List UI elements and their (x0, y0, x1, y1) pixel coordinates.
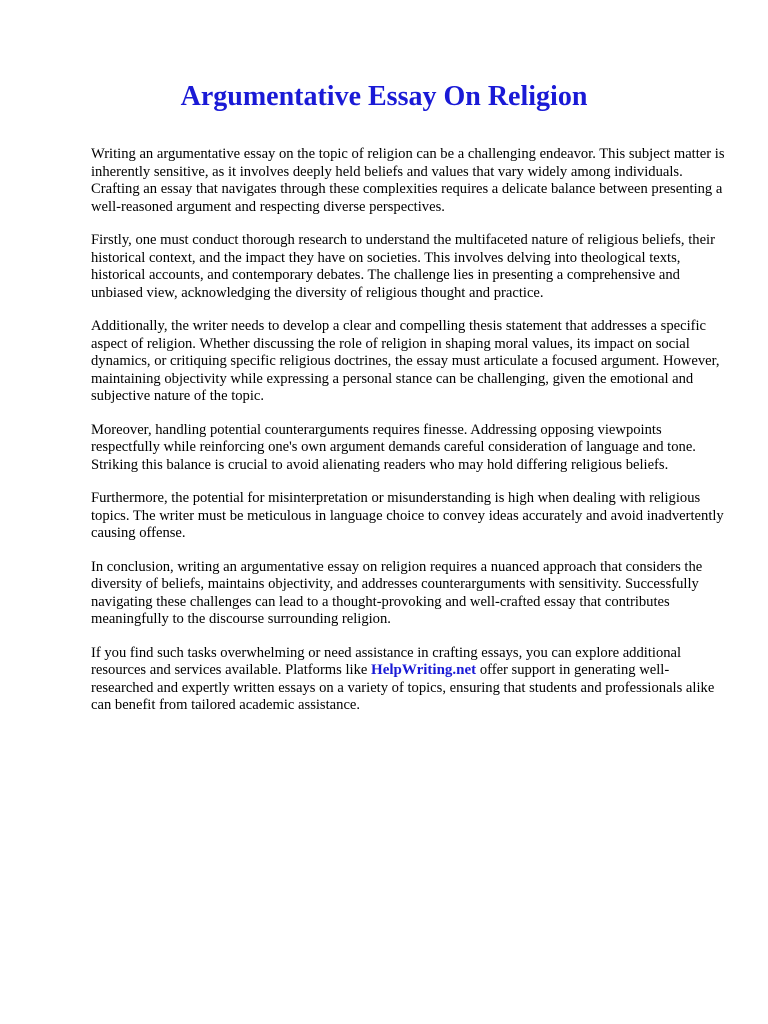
paragraph-assistance (91, 645, 729, 715)
assistance-text-after-link: offer support in generating well-researched and expertly written essays on a variety of topics, ensuring that students and professionals alike can benefit from tailored academic assistance. (91, 662, 715, 713)
paragraph-thesis: Additionally, the writer needs to develop a clear and compelling thesis statement that addresses a specific aspect of religion. Whether discussing the role of religion in shaping moral values, its impact on social dynamics, or critiquing specific religious doctrines, the essay must articulate a focused argument. However, maintaining objectivity while expressing a personal stance can be challenging, given the emotional and subjective nature of the topic. (91, 318, 720, 404)
paragraph-misinterpretation: Furthermore, the potential for misinterpretation or misunderstanding is high when dealing with religious topics. The writer must be meticulous in language choice to convey ideas accurately and avoid inadvertently causing offense. (91, 490, 724, 541)
paragraph-intro: Writing an argumentative essay on the topic of religion can be a challenging endeavor. This subject matter is inherently sensitive, as it involves deeply held beliefs and values that vary widely among individuals. Crafting an essay that navigates through these complexities requires a delicate balance between presenting a well-reasoned argument and respecting diverse perspectives. (91, 146, 725, 215)
document-body (91, 146, 729, 731)
helpwriting-link[interactable]: HelpWriting.net (371, 662, 477, 678)
assistance-text-before-link: If you find such tasks overwhelming or need assistance in crafting essays, you can explore additional resources and services available. Platforms like (91, 644, 682, 678)
paragraph-research: Firstly, one must conduct thorough research to understand the multifaceted nature of religious beliefs, their historical context, and the impact they have on societies. This involves delving into theological texts, historical accounts, and contemporary debates. The challenge lies in presenting a comprehensive and unbiased view, acknowledging the diversity of religious thought and practice. (91, 232, 715, 301)
page-title: Argumentative Essay On Religion (180, 81, 588, 112)
paragraph-counterarguments: Moreover, handling potential counterarguments requires finesse. Addressing opposing viewpoints respectfully while reinforcing one's own argument demands careful consideration of language and tone. Striking this balance is crucial to avoid alienating readers who may hold differing religious beliefs. (91, 421, 696, 473)
paragraph-conclusion: In conclusion, writing an argumentative essay on religion requires a nuanced approach that considers the diversity of beliefs, maintains objectivity, and addresses counterarguments with sensitivity. Successfully navigating these challenges can lead to a thought-provoking and well-crafted essay that contributes meaningfully to the discourse surrounding religion. (91, 558, 703, 627)
